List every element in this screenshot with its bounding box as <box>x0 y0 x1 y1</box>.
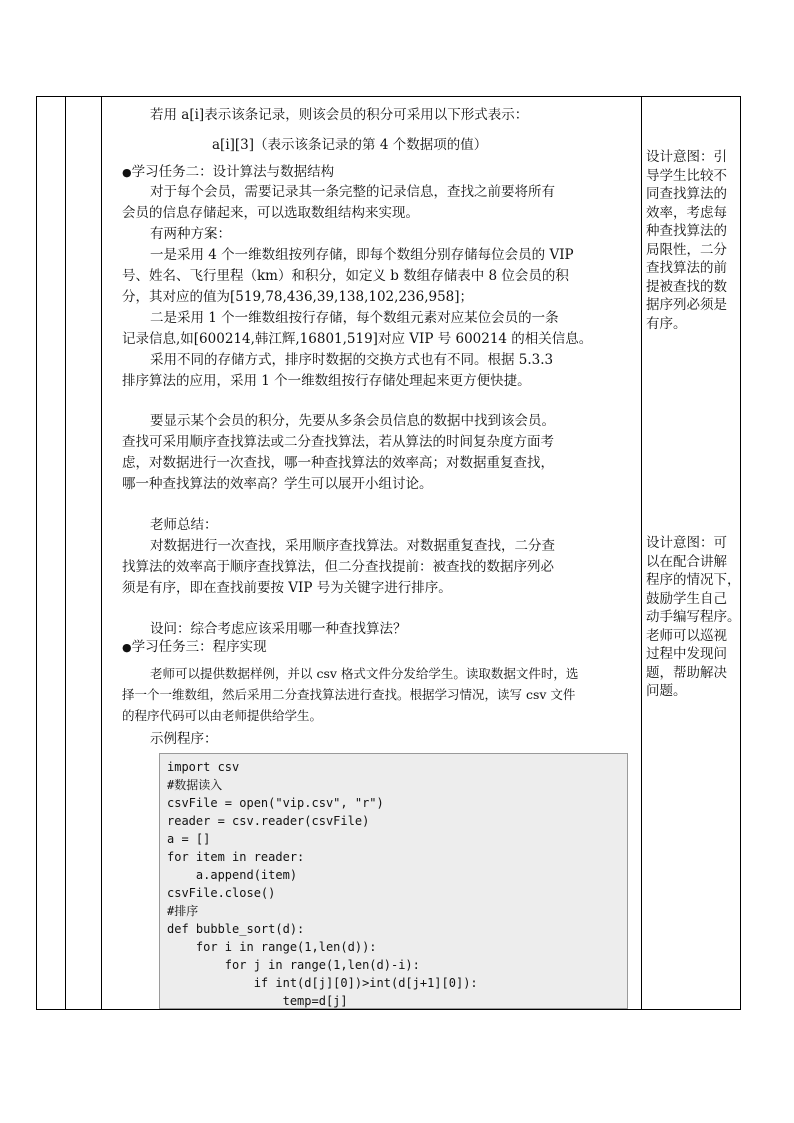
text-line: 一是采用 4 个一维数组按列存储，即每个数组分别存储每位会员的 VIP <box>150 247 574 263</box>
note-line: 查找算法的前 <box>646 260 727 276</box>
text-line: 二是采用 1 个一维数组按行存储，每个数组元素对应某位会员的一条 <box>150 310 559 326</box>
design-intent-note-1 <box>646 148 742 333</box>
text-line: 排序算法的应用，采用 1 个一维数组按行存储处理起来更方便快捷。 <box>122 373 531 389</box>
note-line: 设计意图：引 <box>646 149 727 165</box>
note-line: 以在配合讲解 <box>646 553 727 570</box>
text-line: 查找可采用顺序查找算法或二分查找算法，若从算法的时间复杂度方面考 <box>122 434 554 450</box>
text-line: 择一个一维数组，然后采用二分查找算法进行查找。根据学习情况，读写 csv 文件 <box>122 687 576 702</box>
text-line: 若用 a[i]表示该条记录，则该会员的积分可采用以下形式表示： <box>150 107 529 123</box>
code-line: a.append(item) <box>167 868 298 882</box>
text-line: 老师总结： <box>150 517 218 533</box>
text-line: 虑，对数据进行一次查找，哪一种查找算法的效率高；对数据重复查找， <box>122 455 554 471</box>
text-line: 分，其对应的值为[519,78,436,39,138,102,236,958]； <box>122 289 474 305</box>
text-line: 设问：综合考虑应该采用哪一种查找算法？ <box>150 621 407 637</box>
code-line: def bubble_sort(d): <box>167 922 305 936</box>
text-line: 要显示某个会员的积分，先要从多条会员信息的数据中找到该会员。 <box>150 413 555 429</box>
code-line: import csv <box>167 760 240 774</box>
code-line: csvFile = open("vip.csv", "r") <box>167 796 384 810</box>
text-line: 哪一种查找算法的效率高？学生可以展开小组讨论。 <box>122 476 433 492</box>
section-heading: ● 学习任务二：设计算法与数据结构 <box>122 163 676 182</box>
note-line: 有序。 <box>646 315 687 332</box>
code-line: if int(d[j][0])>int(d[j+1][0]): <box>167 976 478 990</box>
note-line: 问题。 <box>646 683 687 699</box>
text-line: 对于每个会员，需要记录其一条完整的记录信息，查找之前要将所有 <box>150 184 555 200</box>
note-line: 鼓励学生自己 <box>646 590 727 607</box>
note-line: 过程中发现问 <box>646 646 727 662</box>
note-line: 据序列必须是 <box>646 297 727 313</box>
note-line: 动手编写程序。 <box>646 609 741 625</box>
code-line: reader = csv.reader(csvFile) <box>167 814 370 828</box>
code-line: csvFile.close() <box>167 886 276 900</box>
note-line: 局限性，二分 <box>646 241 727 258</box>
note-line: 程序的情况下， <box>646 572 741 588</box>
note-line: 设计意图：可 <box>646 535 727 551</box>
text-line: 找算法的效率高于顺序查找算法，但二分查找提前：被查找的数据序列必 <box>122 559 554 575</box>
text-line: 采用不同的存储方式，排序时数据的交换方式也有不同。根据 5.3.3 <box>150 352 554 368</box>
code-line: #排序 <box>167 904 199 918</box>
text-line: 号、姓名、飞行里程（km）和积分，如定义 b 数组存储表中 8 位会员的积 <box>122 268 569 284</box>
code-line: a = [] <box>167 832 211 846</box>
text-line: 须是有序，即在查找前要按 VIP 号为关键字进行排序。 <box>122 580 452 596</box>
note-line: 老师可以巡视 <box>646 627 727 644</box>
note-line: 题，帮助解决 <box>646 664 727 681</box>
code-line: for i in range(1,len(d)): <box>167 940 377 954</box>
text-line: 老师可以提供数据样例，并以 csv 格式文件分发给学生。读取数据文件时，选 <box>150 666 579 681</box>
code-line: #数据读入 <box>167 778 223 792</box>
text-line: 有两种方案： <box>150 226 231 242</box>
column-divider <box>101 97 102 1009</box>
note-line: 提被查找的数 <box>646 278 727 295</box>
section-heading: ● 学习任务三：程序实现 <box>122 638 676 657</box>
text-line: 的程序代码可以由老师提供给学生。 <box>122 708 323 723</box>
text-line: 记录信息,如[600214,韩江辉,16801,519]对应 VIP 号 600214 的相关信息。 <box>122 331 593 347</box>
text-line: a[i][3]（表示该条记录的第 4 个数据项的值） <box>212 137 488 153</box>
note-line: 效率，考虑每 <box>646 204 727 221</box>
column-divider <box>65 97 66 1009</box>
note-line: 同查找算法的 <box>646 186 727 202</box>
text-line: 对数据进行一次查找，采用顺序查找算法。对数据重复查找，二分查 <box>150 538 555 554</box>
note-line: 导学生比较不 <box>646 167 727 184</box>
note-line: 种查找算法的 <box>646 223 727 239</box>
code-line: for j in range(1,len(d)-i): <box>167 958 420 972</box>
text-line: 会员的信息存储起来，可以选取数组结构来实现。 <box>122 205 419 221</box>
text-line: 示例程序： <box>150 731 218 747</box>
code-line: temp=d[j] <box>167 994 348 1008</box>
design-intent-note-2 <box>646 534 742 701</box>
code-line: for item in reader: <box>167 850 305 864</box>
code-block <box>159 753 628 1009</box>
